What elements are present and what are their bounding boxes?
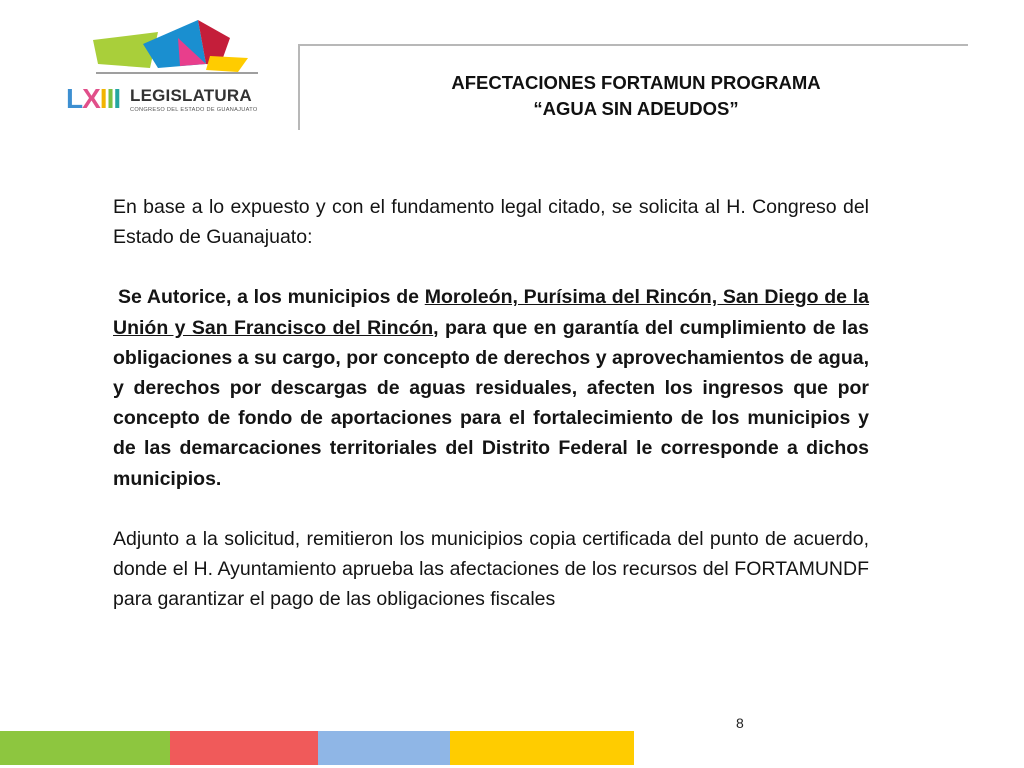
- footer-bar-blue: [318, 731, 450, 765]
- footer-bar-red: [170, 731, 318, 765]
- authorization-lead: Se Autorice, a los municipios de: [118, 286, 425, 309]
- title-line-1: AFECTACIONES FORTAMUN PROGRAMA: [451, 72, 821, 93]
- slide-title: [396, 70, 876, 122]
- slide-body: [113, 192, 869, 614]
- legislatura-logo: [60, 18, 270, 118]
- header-frame-horizontal: [298, 44, 968, 46]
- title-line-2: “AGUA SIN ADEUDOS”: [533, 98, 739, 119]
- page-number: 8: [736, 715, 744, 731]
- municipios-list: Moroleón, Purísima del Rincón, San Diego de la Unión y San Francisco del Rincón: [113, 286, 869, 339]
- logo-wordmark: [60, 82, 270, 122]
- footer-bar-green: [0, 731, 170, 765]
- logo-lxiii: LXIII: [66, 83, 121, 114]
- footer-bar-yellow: [450, 731, 634, 765]
- logo-subtitle: CONGRESO DEL ESTADO DE GUANAJUATO: [130, 107, 258, 113]
- paragraph-attachment: Adjunto a la solicitud, remitieron los municipios copia certificada del punto de acuerdo, donde el H. Ayuntamiento aprueba las afectaciones de los recursos del FORTAMUNDF para garantizar el pago de las obligaciones fiscales: [113, 527, 869, 611]
- paragraph-authorization: [113, 282, 869, 493]
- header-frame-vertical: [298, 44, 300, 130]
- paragraph-request: En base a lo expuesto y con el fundamento legal citado, se solicita al H. Congreso del Estado de Guanajuato:: [113, 196, 869, 249]
- authorization-rest: , para que en garantía del cumplimiento de las obligaciones a su cargo, por concepto de derechos y aprovechamientos de agua, y derechos por descargas de aguas residuales, afecten los ingresos que por concepto de fondo de aportaciones para el fortalecimiento de los municipios y de las demarcaciones territoriales del Distrito Federal le corresponde a dichos municipios.: [113, 316, 869, 490]
- logo-mark-icon: [88, 18, 268, 84]
- logo-name: LEGISLATURA: [130, 86, 252, 105]
